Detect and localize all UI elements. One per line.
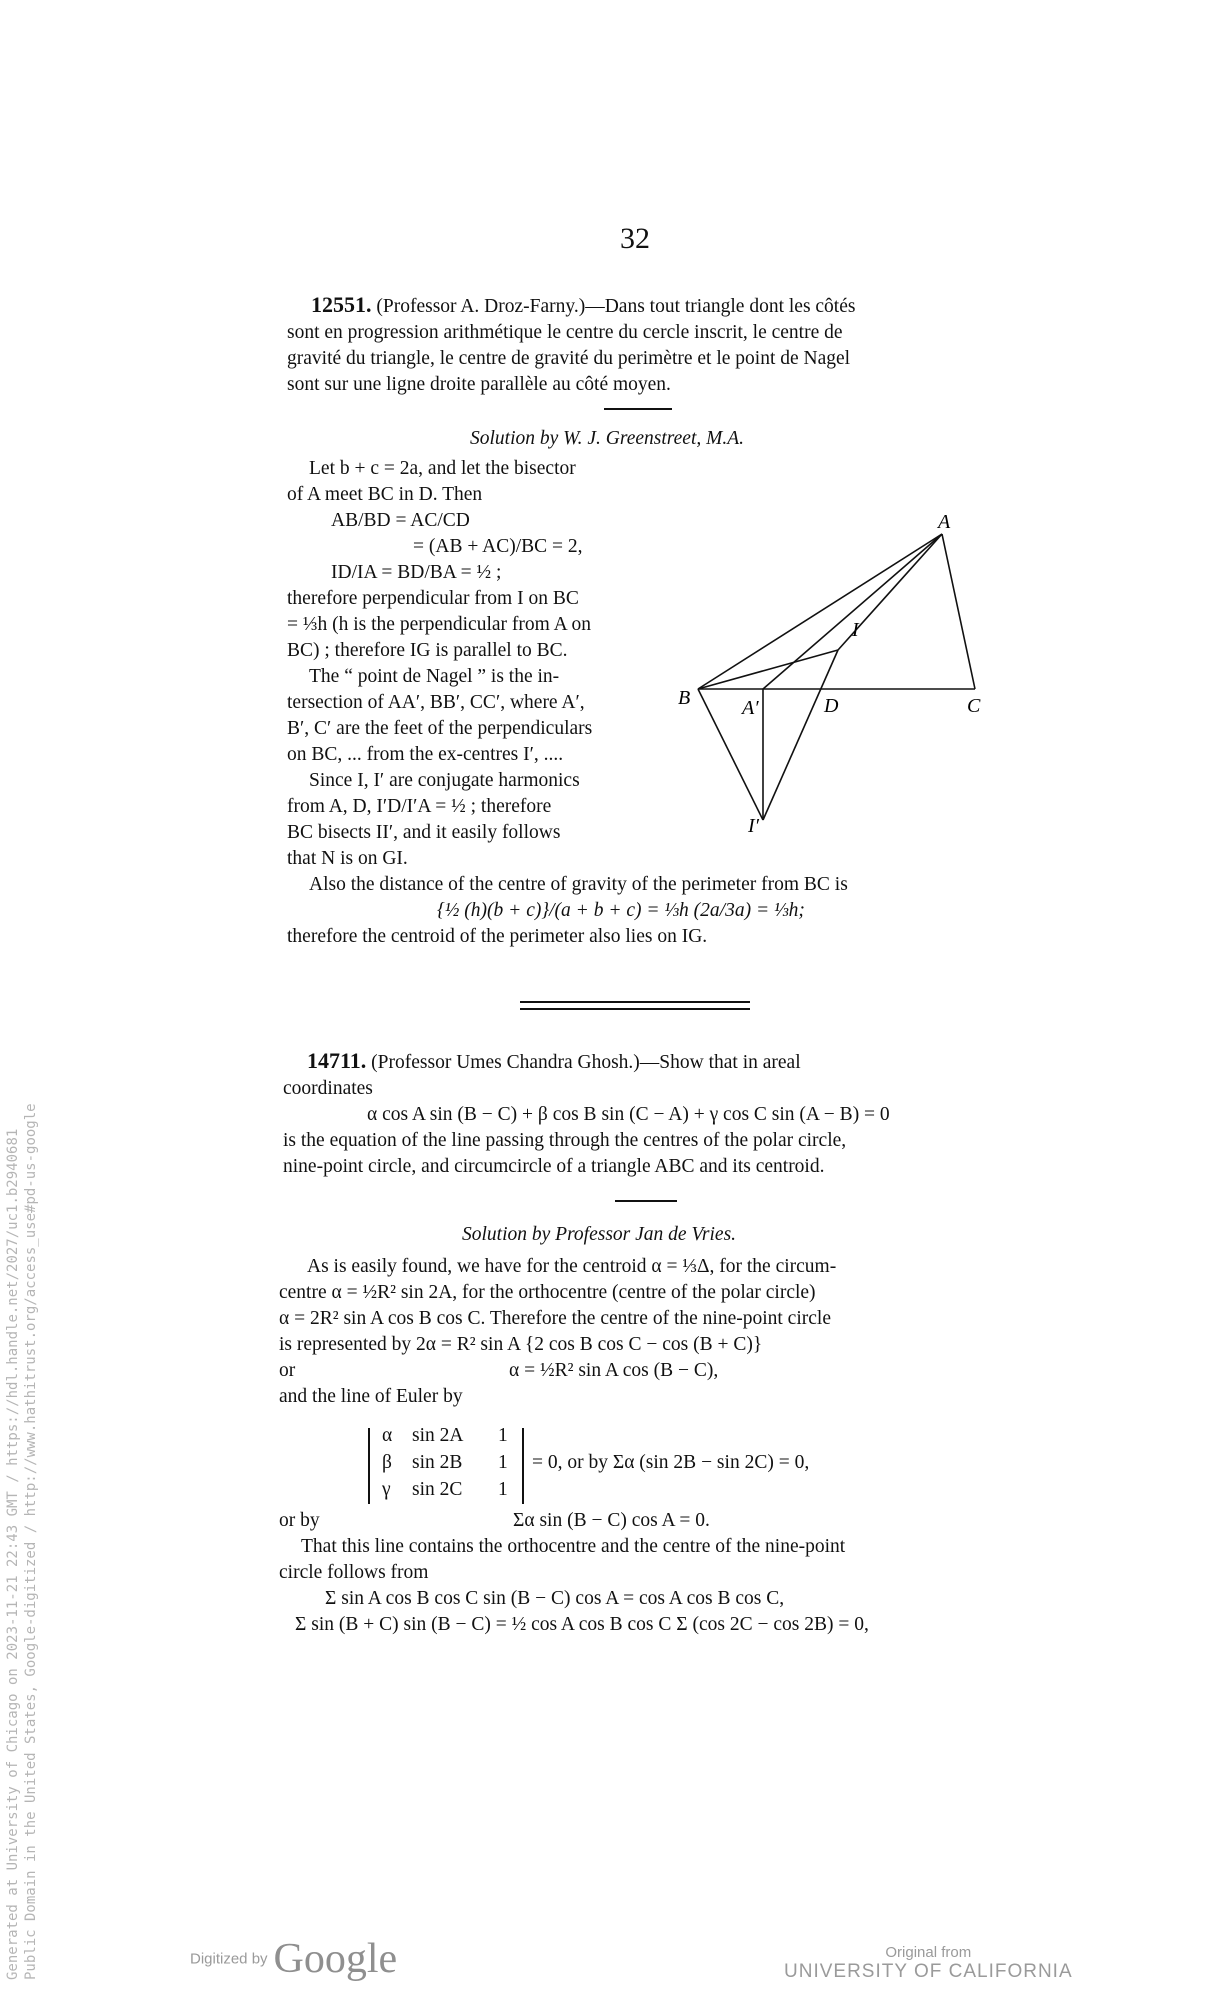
solution-line: = ⅓h (h is the perpendicular from A on	[287, 614, 591, 635]
solution-12551-text	[287, 456, 687, 872]
problem-12551	[287, 292, 987, 398]
problem-statement-line: (Professor A. Droz-Farny.)—Dans tout triangle dont les côtés	[376, 296, 856, 317]
or-label: or	[279, 1360, 296, 1381]
solution-line: tersection of AA′, BB′, CC′, where A′,	[287, 692, 585, 713]
label-I: I	[852, 619, 859, 641]
determinant-left-bar	[368, 1428, 370, 1504]
digitized-by-label: Digitized by	[190, 1950, 268, 1968]
equation-line: Σα sin (B − C) cos A = 0.	[513, 1510, 710, 1531]
equation-line: AB/BD = AC/CD	[331, 510, 470, 531]
solution-line: As is easily found, we have for the centroid α = ⅓Δ, for the circum-	[307, 1256, 837, 1277]
line-BI	[698, 650, 838, 689]
determinant-row	[498, 1425, 508, 1447]
section-divider-top	[520, 1001, 750, 1003]
det-cell: sin 2B	[412, 1452, 463, 1473]
solution-line: circle follows from	[279, 1562, 429, 1583]
label-I-prime: I′	[748, 815, 760, 837]
divider	[615, 1200, 677, 1202]
determinant-row	[412, 1452, 462, 1474]
solution-14711-text	[279, 1254, 999, 1410]
determinant-row	[412, 1479, 462, 1501]
digitized-by-logo	[190, 1935, 397, 1983]
divider	[604, 408, 672, 410]
determinant-row	[498, 1452, 508, 1474]
equation-line: ID/IA = BD/BA = ½ ;	[331, 562, 502, 583]
solution-line: centre α = ½R² sin 2A, for the orthocentre (centre of the polar circle)	[279, 1282, 816, 1303]
problem-equation: α cos A sin (B − C) + β cos B sin (C − A) + γ cos C sin (A − B) = 0	[367, 1104, 890, 1125]
problem-statement-line: gravité du triangle, le centre de gravité du perimètre et le point de Nagel	[287, 348, 851, 369]
det-cell: β	[382, 1452, 392, 1473]
equation-line: Σ sin (B + C) sin (B − C) = ½ cos A cos B cos C Σ (cos 2C − cos 2B) = 0,	[295, 1614, 869, 1635]
solution-line: therefore perpendicular from I on BC	[287, 588, 579, 609]
label-A-prime: A′	[742, 697, 759, 719]
section-divider-bottom	[520, 1008, 750, 1010]
solution-14711-end	[279, 1508, 999, 1638]
solution-line: The “ point de Nagel ” is the in-	[309, 666, 560, 687]
determinant-row	[412, 1425, 463, 1447]
solution-line: Since I, I′ are conjugate harmonics	[309, 770, 580, 791]
det-cell: 1	[498, 1452, 508, 1473]
problem-statement-line: coordinates	[283, 1078, 373, 1099]
solution-line: that N is on GI.	[287, 848, 408, 869]
solution-line: of A meet BC in D. Then	[287, 484, 483, 505]
determinant-row	[382, 1452, 392, 1474]
original-from-notice	[784, 1944, 1073, 1983]
solution-line: Let b + c = 2a, and let the bisector	[309, 458, 576, 479]
solution-line: BC bisects II′, and it easily follows	[287, 822, 561, 843]
solution-line: That this line contains the orthocentre and the centre of the nine-point	[301, 1536, 846, 1557]
problem-statement-line: sont sur une ligne droite parallèle au côté moyen.	[287, 374, 671, 395]
det-cell: sin 2C	[412, 1479, 463, 1500]
or-by-label: or by	[279, 1510, 320, 1531]
determinant-row	[382, 1479, 391, 1501]
label-D: D	[824, 695, 839, 717]
watermark-line: Public Domain in the United States, Google-digitized / http://www.hathitrust.org/access_use#pd-us-google	[23, 1103, 39, 1980]
google-logo: Google	[273, 1936, 398, 1982]
solution-line: on BC, ... from the ex-centres I′, ....	[287, 744, 564, 765]
det-cell: sin 2A	[412, 1425, 464, 1446]
solution-line: and the line of Euler by	[279, 1386, 463, 1407]
solution-line: Also the distance of the centre of gravity of the perimeter from BC is	[309, 874, 848, 895]
label-B: B	[678, 687, 691, 709]
label-A: A	[938, 511, 951, 533]
problem-statement-line: nine-point circle, and circumcircle of a triangle ABC and its centroid.	[283, 1156, 825, 1177]
problem-number: 12551.	[311, 292, 372, 317]
triangle-diagram	[676, 500, 996, 840]
solution-line: is represented by 2α = R² sin A {2 cos B cos C − cos (B + C)}	[279, 1334, 763, 1355]
problem-statement-line: sont en progression arithmétique le centre du cercle inscrit, le centre de	[287, 322, 843, 343]
line-AC	[942, 534, 975, 689]
line-II-prime	[763, 650, 838, 820]
det-cell: α	[382, 1425, 393, 1446]
problem-statement-line: (Professor Umes Chandra Ghosh.)—Show that in areal	[371, 1052, 801, 1073]
equation-line: = (AB + AC)/BC = 2,	[413, 536, 583, 557]
line-AB	[698, 534, 942, 689]
solution-heading: Solution by Professor Jan de Vries.	[462, 1224, 737, 1245]
solution-line: BC) ; therefore IG is parallel to BC.	[287, 640, 568, 661]
line-AA-prime	[763, 534, 942, 689]
solution-heading: Solution by W. J. Greenstreet, M.A.	[470, 428, 745, 449]
label-C: C	[967, 695, 981, 717]
watermark-line: Generated at University of Chicago on 2023-11-21 22:43 GMT / https://hdl.handle.net/2027/uc1.b2940681	[5, 1128, 21, 1980]
access-watermark	[4, 1103, 40, 1980]
equation-line: Σ sin A cos B cos C sin (B − C) cos A = cos A cos B cos C,	[325, 1588, 785, 1609]
solution-line: from A, D, I′D/I′A = ½ ; therefore	[287, 796, 552, 817]
det-cell: γ	[382, 1479, 391, 1500]
solution-12551-conclusion	[287, 872, 1007, 950]
page-number: 32	[620, 222, 650, 255]
determinant-rhs: = 0, or by Σα (sin 2B − sin 2C) = 0,	[532, 1452, 810, 1473]
solution-line: B′, C′ are the feet of the perpendiculars	[287, 718, 593, 739]
equation-line: α = ½R² sin A cos (B − C),	[509, 1360, 719, 1381]
equation-line: {½ (h)(b + c)}/(a + b + c) = ⅓h (2a/3a) = ⅓h;	[437, 900, 805, 921]
solution-line: therefore the centroid of the perimeter also lies on IG.	[287, 926, 708, 947]
det-cell: 1	[498, 1479, 508, 1500]
determinant-right-bar	[522, 1428, 524, 1504]
determinant-row	[382, 1425, 392, 1447]
problem-statement-line: is the equation of the line passing through the centres of the polar circle,	[283, 1130, 847, 1151]
original-from-label: Original from	[885, 1944, 972, 1961]
determinant-row	[498, 1479, 508, 1501]
problem-number: 14711.	[307, 1048, 367, 1073]
university-label: UNIVERSITY OF CALIFORNIA	[784, 1961, 1073, 1982]
problem-14711	[283, 1048, 1003, 1180]
det-cell: 1	[498, 1425, 508, 1446]
solution-line: α = 2R² sin A cos B cos C. Therefore the centre of the nine-point circle	[279, 1308, 831, 1329]
